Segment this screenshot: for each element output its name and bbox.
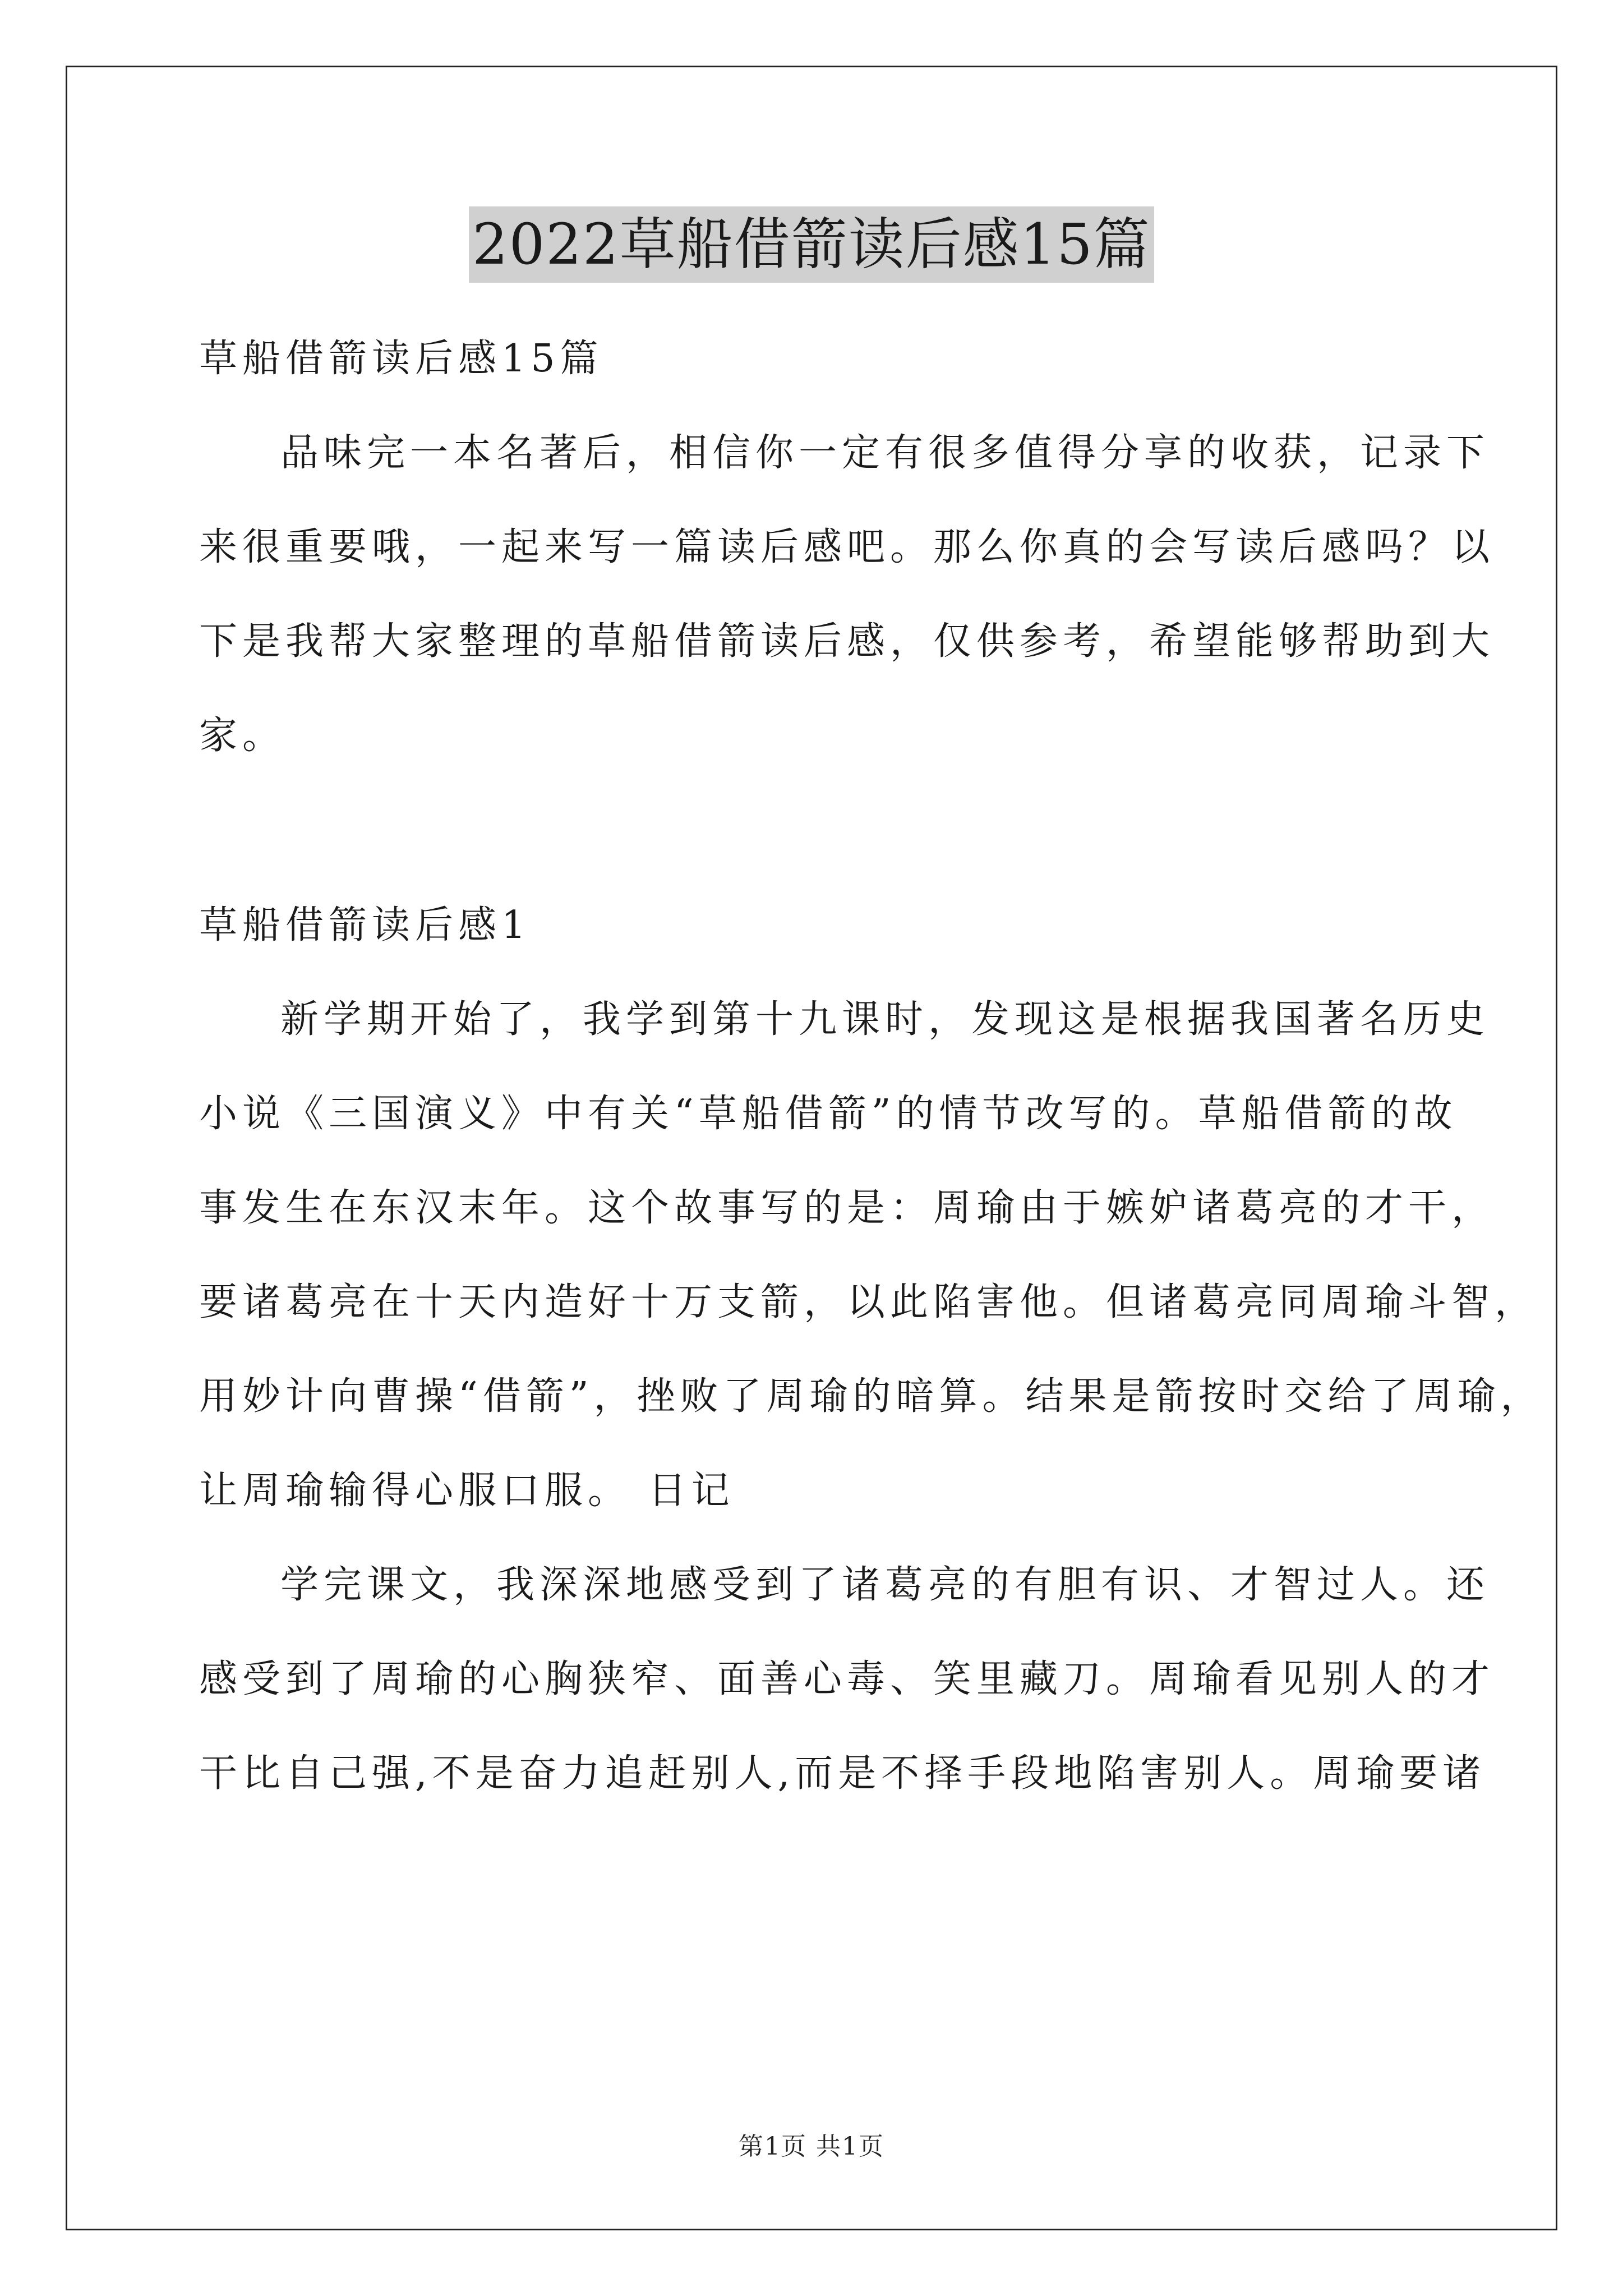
document-title-text: 2022草船借箭读后感15篇: [469, 206, 1154, 283]
paragraph-line: 小说《三国演义》中有关“草船借箭”的情节改写的。草船借箭的故: [199, 1092, 1458, 1136]
section-gap: [199, 783, 1433, 878]
subtitle: 草船借箭读后感15篇: [199, 337, 603, 381]
intro-line: 家。: [199, 714, 286, 758]
paragraph-line: 新学期开始了，我学到第十九课时，发现这是根据我国著名历史: [280, 997, 1490, 1042]
section-heading: 草船借箭读后感1: [199, 903, 531, 947]
paragraph-line: 干比自己强,不是奋力追赶别人,而是不择手段地陷害别人。周瑜要诸: [199, 1751, 1486, 1796]
intro-line: 来很重要哦，一起来写一篇读后感吧。那么你真的会写读后感吗？以: [199, 525, 1495, 569]
paragraph-line: 事发生在东汉末年。这个故事写的是：周瑜由于嫉妒诸葛亮的才干，: [199, 1186, 1495, 1230]
paragraph-line: 要诸葛亮在十天内造好十万支箭，以此陷害他。但诸葛亮同周瑜斗智，: [199, 1280, 1538, 1324]
paragraph-line: 感受到了周瑜的心胸狭窄、面善心毒、笑里藏刀。周瑜看见别人的才: [199, 1657, 1495, 1701]
paragraph-line: 学完课文，我深深地感受到了诸葛亮的有胆有识、才智过人。还: [280, 1563, 1490, 1607]
document-body: [199, 312, 1544, 1821]
intro-line: 下是我帮大家整理的草船借箭读后感，仅供参考，希望能够帮助到大: [199, 619, 1495, 664]
intro-line: 品味完一本名著后，相信你一定有很多值得分享的收获，记录下: [280, 431, 1490, 475]
paragraph-line: 让周瑜输得心服口服。 日记: [199, 1469, 735, 1513]
page-footer: 第1页 共1页: [739, 2132, 884, 2161]
document-title: [0, 206, 1623, 283]
paragraph-line: 用妙计向曹操“借箭”，挫败了周瑜的暗算。结果是箭按时交给了周瑜，: [199, 1374, 1544, 1419]
